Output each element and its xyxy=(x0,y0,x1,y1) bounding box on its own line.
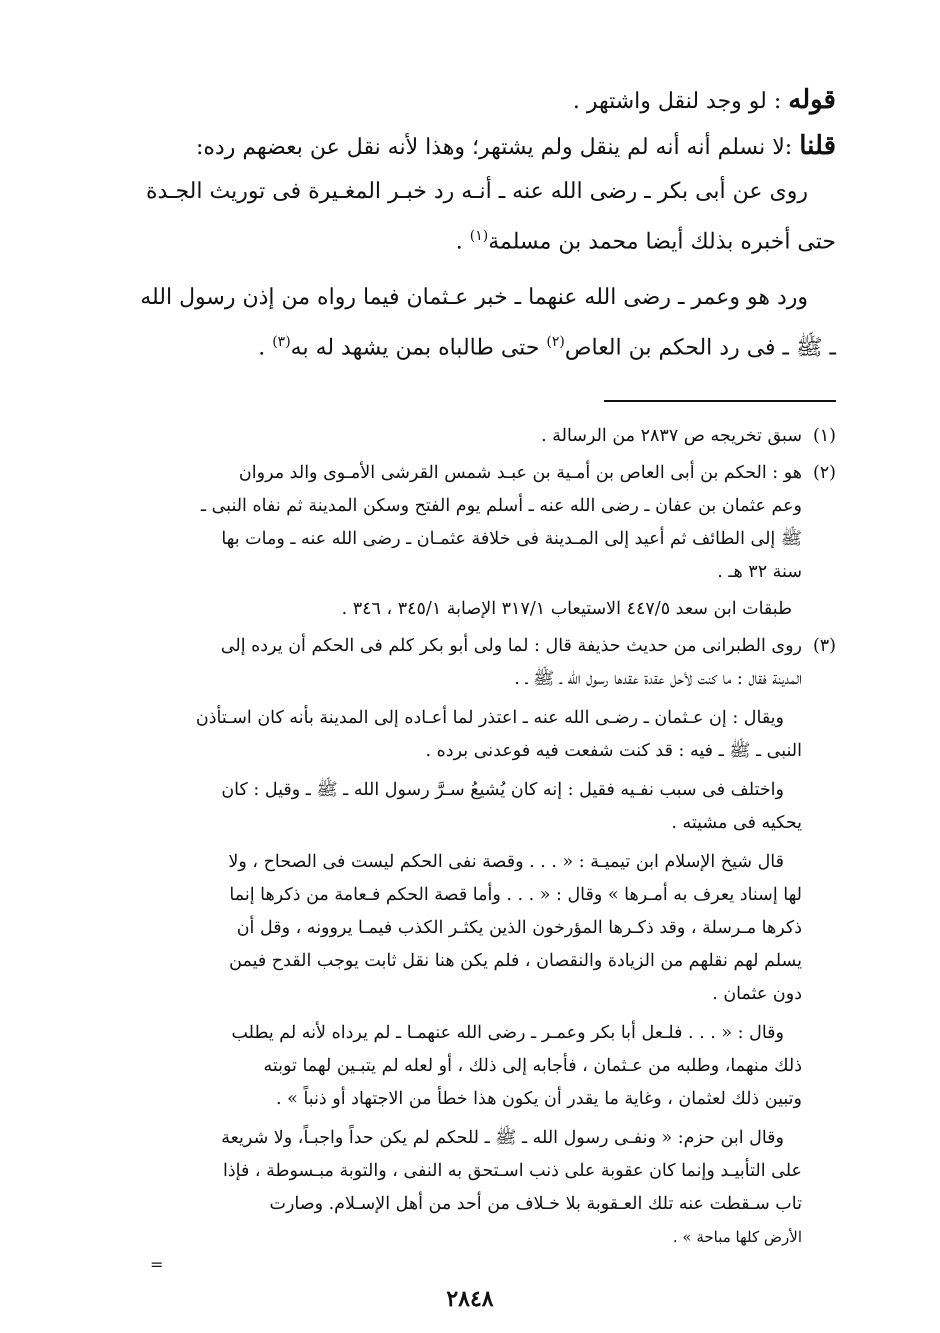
footnote-source: طبقات ابن سعد ٤٤٧/٥ الاستيعاب ٣١٧/١ الإصابة ٣٤٥/١ ، ٣٤٦ . xyxy=(341,599,792,619)
footnote-line: ذلك منهما، وطلبه من عـثمان ، فأجابه إلى ذلك ، أو لعله لم يتبـين لهما توبته xyxy=(263,1056,802,1076)
line-end: . xyxy=(455,229,470,255)
footnote-3 xyxy=(136,630,836,1254)
footnote-line: يسلم لهم نقلهم من الزيادة والنقصان ، فلم يكن هنا نقل ثابت يوجب القدح فيمن xyxy=(229,951,802,971)
footnote-text: سبق تخريجه ص ٢٨٣٧ من الرسالة . xyxy=(541,426,802,446)
footnote-line: سنة ٣٢ هـ . xyxy=(717,562,802,582)
footnote-line: النبى ـ ﷺ ـ فيه : قد كنت شفعت فيه فوعدنى برده . xyxy=(425,741,802,761)
footnote-separator xyxy=(604,400,836,402)
paragraph-abu-bakr-line1: روى عن أبى بكر ـ رضى الله عنه ـ أنـه رد خبـر المغـيرة فى توريث الجـدة xyxy=(145,179,808,204)
footnote-line: وقال : « . . . فلـعل أبا بكر وعمـر ـ رضى الله عنهمـا ـ لم يرداه لأنه لم يطلب xyxy=(231,1023,784,1043)
line-text: حتى أخبره بذلك أيضا محمد بن مسلمة xyxy=(488,229,836,255)
footnote-number: (٢) xyxy=(812,463,836,483)
paragraph-umar-line1: ورد هو وعمر ـ رضى الله عنهما ـ خبر عـثمان فيما رواه من إذن رسول الله xyxy=(140,285,808,311)
footnote-line: الأرض كلها مباحة » . xyxy=(672,1228,802,1246)
footnote-line: روى الطبرانى من حديث حذيفة قال : لما ولى أبو بكر كلم فى الحكم أن يرده إلى xyxy=(220,636,802,656)
footnote-number: (١) xyxy=(812,426,836,446)
footnote-line: دون عثمان . xyxy=(712,984,802,1004)
footnote-line: ذكرها مـرسلة ، وقد ذكـرها المؤرخون الذين يكثـر الكذب فيمـا يروونه ، وقل أن xyxy=(236,918,802,938)
footnote-ref-3[interactable]: (٣) xyxy=(272,334,291,351)
footnote-line: المدينة فقال : ما كنت لأحل عقدة عقدها رسول الله ـ ﷺ ـ . xyxy=(514,669,802,689)
line-text: حتى طالباه بمن يشهد له به xyxy=(290,335,547,361)
main-text xyxy=(136,78,836,371)
paragraph-qawluh xyxy=(136,78,836,124)
page-number: ٢٨٤٨ xyxy=(446,1286,494,1312)
footnote-line: وقال ابن حزم: « ونفـى رسول الله ـ ﷺ ـ للحكم لم يكن حداً واجبـاً، ولا شريعة xyxy=(221,1128,784,1148)
footnote-line: ويقال : إن عـثمان ـ رضـى الله عنه ـ اعتذر لما أعـاده إلى المدينة بأنه كان اسـتأذن xyxy=(195,708,784,728)
footnote-line: ﷺ إلى الطائف ثم أعيد إلى المـدينة فى خلافة عثمـان ـ رضى الله عنه ـ ومات بها xyxy=(221,529,802,549)
paragraph-text: :لا نسلم أنه أنه لم ينقل ولم يشتهر؛ وهذا لأنه نقل عن بعضهم رده: xyxy=(195,135,800,160)
paragraph-abu-bakr-line2 xyxy=(136,214,836,264)
label-qulna: قلنا xyxy=(799,131,836,161)
footnote-line: تاب سـقطت عنه تلك العـقوبة بلا خـلاف من أحد من أهل الإسـلام. وصارت xyxy=(269,1194,802,1214)
footnote-line: هو : الحكم بن أبى العاص بن أمـية بن عبـد شمس القرشى الأمـوى والد مروان xyxy=(238,463,802,483)
footnote-number: (٣) xyxy=(812,636,836,656)
line-text: ـ ﷺ ـ فى رد الحكم بن العاص xyxy=(564,335,836,361)
paragraph-qulna xyxy=(136,124,836,170)
footnote-1 xyxy=(136,420,836,453)
footnote-line: يحكيه فى مشيته . xyxy=(671,813,802,833)
footnote-ref-2[interactable]: (٢) xyxy=(546,334,565,351)
paragraph-text: : لو وجد لنقل واشتهر . xyxy=(572,89,789,114)
label-qawluh: قوله xyxy=(788,85,836,115)
line-end: . xyxy=(258,335,273,361)
footnote-line: وتبين ذلك لعثمان ، وغاية ما يقدر أن يكون هذا خطأ من الاجتهاد أو ذنباً » . xyxy=(276,1089,802,1109)
footnote-line: قال شيخ الإسلام ابن تيميـة : « . . . وقصة نفى الحكم ليست فى الصحاح ، ولا xyxy=(228,852,784,872)
paragraph-umar-line2 xyxy=(136,320,836,370)
footnote-line: على التأبيـد وإنما كان عقوبة على ذنب اسـتحق به النفى ، والتوبة مبـسوطة ، فإذا xyxy=(223,1161,802,1181)
footnote-line: لها إسناد يعرف به أمـرها » وقال : « . . . وأما قصة الحكم فـعامة من ذكرها إنما xyxy=(229,885,802,905)
footnote-2 xyxy=(136,457,836,589)
continuation-mark: = xyxy=(150,1255,164,1274)
footnote-line: واختلف فى سبب نفـيه فقيل : إنه كان يُشيعُ سـرَّ رسول الله ـ ﷺ ـ وقيل : كان xyxy=(221,780,784,800)
footnote-line: وعم عثمان بن عفان ـ رضى الله عنه ـ أسلم يوم الفتح وسكن المدينة ثم نفاه النبى ـ xyxy=(200,496,802,516)
footnotes xyxy=(136,420,836,1254)
footnote-ref-1[interactable]: (١) xyxy=(469,228,489,244)
